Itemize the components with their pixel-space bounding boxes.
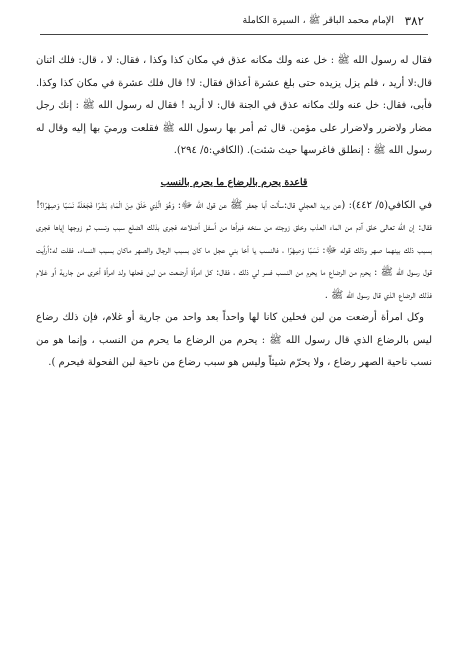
section-heading-text: قاعدة يحرم بالرضاع ما يحرم بالنسب: [160, 176, 308, 188]
paragraph-2: في الكافي(٥/ ٤٤٢): (عن بريد العجلي قال:سألت أبا جعفر ﷺ عن قول الله ﷻ: وَهُوَ الَّذِي خَلَقَ مِنَ الْمَاءِ بَشَرًا فَجَعَلَهُ نَسَبًا وَصِهْرًا؟! فقال: إن الله تعالى خلق آدم من الماء العذب وخلق زوجته من سنخه فبرأها من أسفل أضلاعه فجرى بذلك الضلع سبب ونسب ثم زوجها إياها فجرى بسبب ذلك بينهما صهر وذلك قوله ﷻ: نَسَبًا وَصِهْرًا ، فالنسب يا أخا بني عجل ما كان بسبب الرجال والصهر ماكان بسبب النساء. فقلت له:أرأيت قول رسول الله ﷺ : يحرم من الرضاع ما يحرم من النسب فسر لي ذلك ، فقال: كل امرأة أرضعت من لبن فحلها ولد امرأة أخرى من جارية أو غلام فذلك الرضاع الذي قال رسول الله ﷺ .: [36, 199, 432, 301]
page-body: [36, 50, 432, 375]
section-heading: [36, 173, 432, 193]
header-divider: [40, 34, 428, 35]
page-header: [40, 12, 428, 30]
paragraph-1: فقال له رسول الله ﷺ : خل عنه ولك مكانه عذق في مكان كذا وكذا ، فقال: لا ، قال: فلك اثنان قال:لا أريد ، فلم يزل يزيده حتى بلغ عشرة أعذاق فقال: لا! قال فلك عشرة في مكان كذا وكذا. فأبى، فقال: خل عنه ولك مكانه عذق في الجنة قال: لا أريد ! فقال له رسول الله ﷺ : إنك رجل مضار ولاضرر ولاضرار على مؤمن. قال ثم أمر بها رسول الله ﷺ فقلعت ورميَ بها إليه وقال له رسول الله ﷺ : إنطلق فاغرسها حيث شئت). (الكافي:٥/ ٢٩٤).: [36, 55, 432, 156]
page-number: ٣٨٢: [404, 14, 424, 28]
paragraph-3: وكل امرأة أرضعت من لبن فحلين كانا لها واحداً بعد واحد من جارية أو غلام، فإن ذلك رضاع ليس بالرضاع الذي قال رسول الله ﷺ : يحرم من الرضاع ما يحرم من النسب ، وإنما هو من نسب ناحية الصهر رضاع ، ولا يحرّم شيئاً وليس هو سبب رضاع من ناحية لبن الفحولة فيحرم ).: [36, 312, 432, 368]
running-title: الإمام محمد الباقر ﷺ ، السيرة الكاملة: [242, 15, 394, 26]
